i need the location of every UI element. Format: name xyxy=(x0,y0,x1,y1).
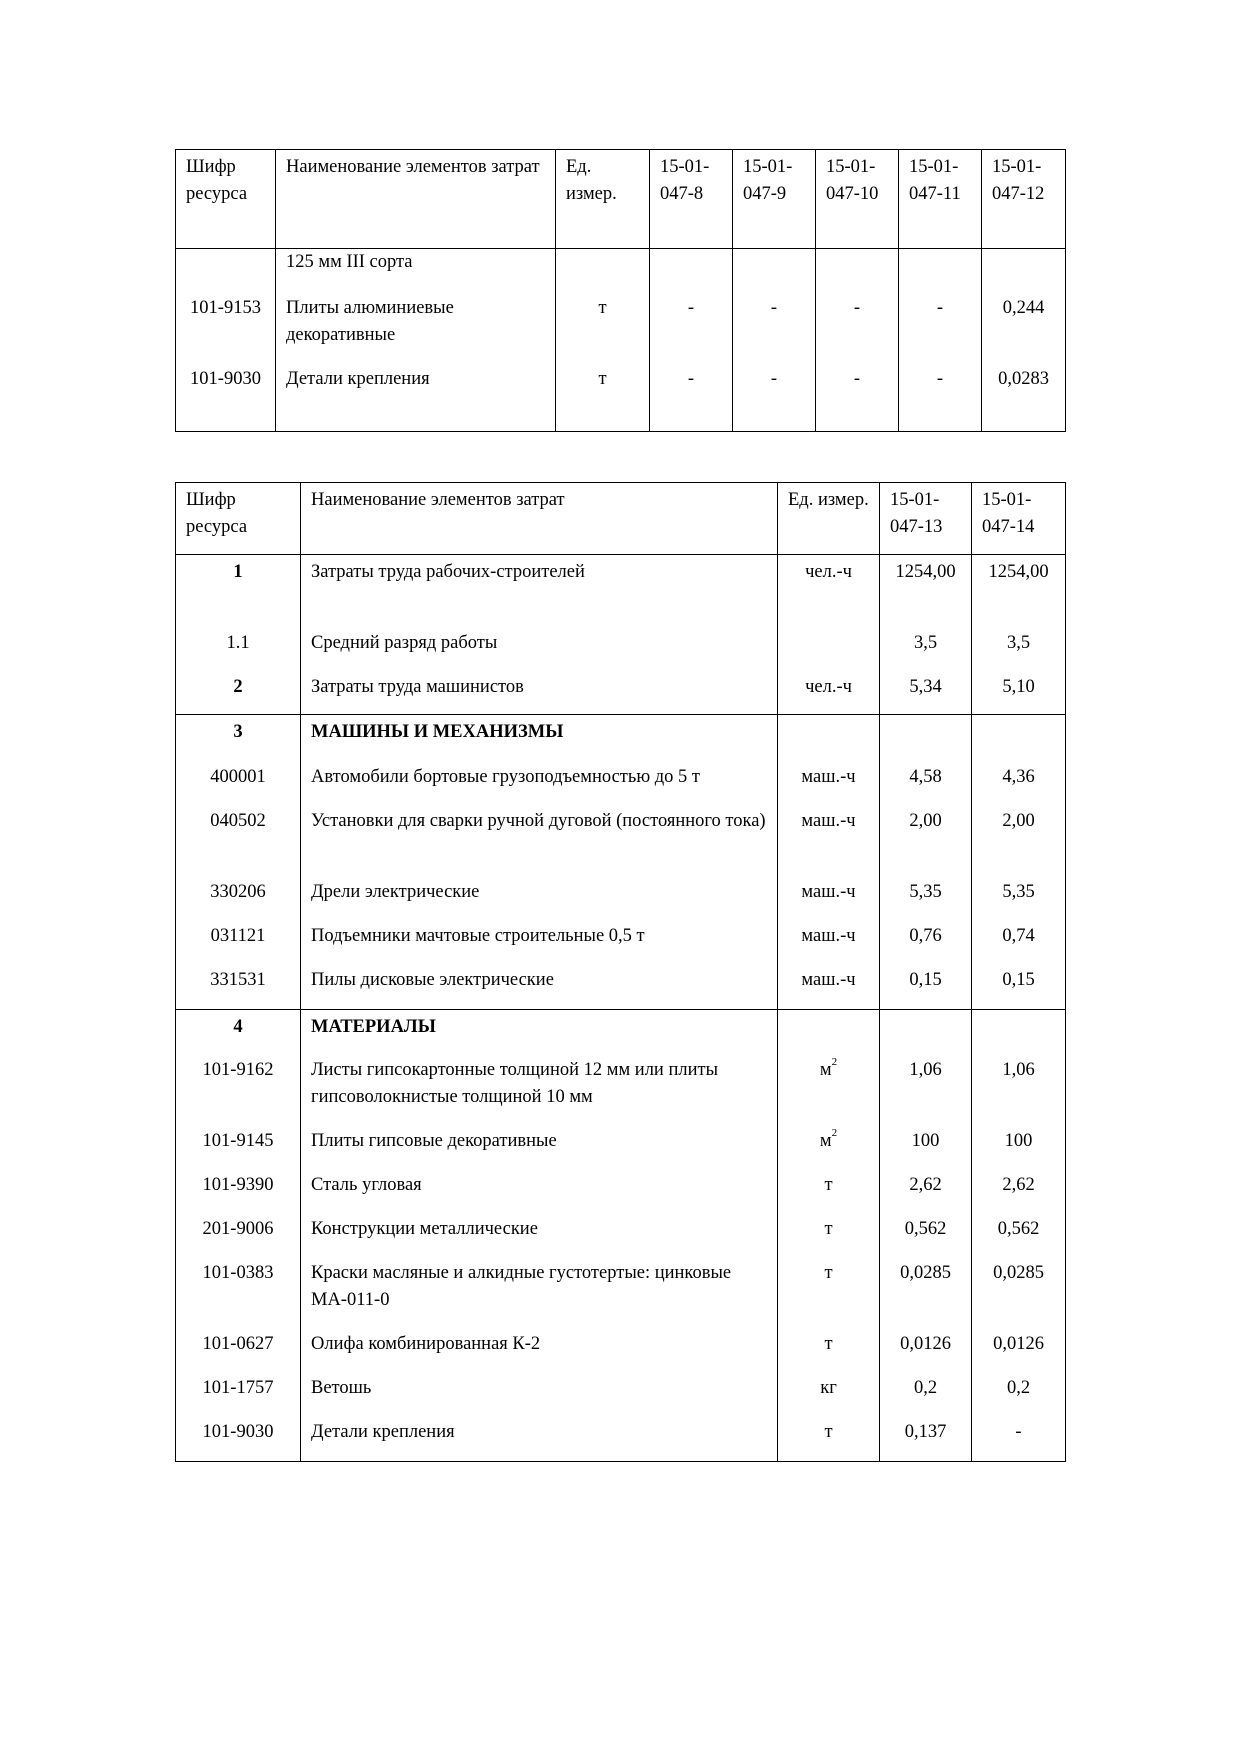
table-row xyxy=(176,626,1066,670)
header-col: 15-01-047-11 xyxy=(899,150,982,249)
section-title: МАТЕРИАЛЫ xyxy=(301,1010,778,1053)
cell-value: 0,0126 xyxy=(880,1327,972,1371)
cell-value: 5,35 xyxy=(880,875,972,919)
cell-code: 2 xyxy=(176,670,301,715)
table-header-row xyxy=(176,150,1066,249)
unit-superscript: 2 xyxy=(831,1056,838,1069)
cell-value: 100 xyxy=(880,1124,972,1168)
cell-name: Детали крепления xyxy=(276,362,556,432)
cell-value xyxy=(972,715,1066,760)
cell-value: 0,74 xyxy=(972,919,1066,963)
cell-unit xyxy=(556,249,650,291)
cell-value xyxy=(899,249,982,291)
cell-name: Затраты труда машинистов xyxy=(301,670,778,715)
header-name: Наименование элементов затрат xyxy=(276,150,556,249)
header-unit: Ед. измер. xyxy=(778,483,880,555)
cell-value: 4,36 xyxy=(972,760,1066,804)
cell-name: Дрели электрические xyxy=(301,875,778,919)
cell-code: 040502 xyxy=(176,804,301,875)
table-row xyxy=(176,1327,1066,1371)
cell-code: 101-0627 xyxy=(176,1327,301,1371)
value-text: 1254,00 xyxy=(895,562,956,582)
cell-unit xyxy=(778,1124,880,1168)
cell-name: Средний разряд работы xyxy=(301,626,778,670)
table-row xyxy=(176,362,1066,432)
cell-name: Установки для сварки ручной дуговой (постоянного тока) xyxy=(301,804,778,875)
cell-value: 0,76 xyxy=(880,919,972,963)
header-col: 15-01-047-10 xyxy=(816,150,899,249)
cell-value: - xyxy=(899,291,982,362)
cell-name: Затраты труда рабочих-строителей xyxy=(301,555,778,626)
cell-value xyxy=(733,249,816,291)
cell-value xyxy=(816,249,899,291)
cell-code: 4 xyxy=(176,1010,301,1053)
cell-value: 0,0126 xyxy=(972,1327,1066,1371)
cell-value: 4,58 xyxy=(880,760,972,804)
cell-unit: чел.-ч xyxy=(778,555,880,626)
table-row xyxy=(176,1371,1066,1415)
cell-unit: маш.-ч xyxy=(778,963,880,1010)
cell-value: 5,35 xyxy=(972,875,1066,919)
cell-code: 101-9145 xyxy=(176,1124,301,1168)
cell-value: 0,562 xyxy=(880,1212,972,1256)
table-row xyxy=(176,963,1066,1010)
cell-unit: маш.-ч xyxy=(778,804,880,875)
header-code: Шифр ресурса xyxy=(176,483,301,555)
cell-value: - xyxy=(733,291,816,362)
cell-value: 1,06 xyxy=(972,1053,1066,1124)
cell-value: 0,562 xyxy=(972,1212,1066,1256)
cell-value: 5,10 xyxy=(972,670,1066,715)
cell-value: 0,2 xyxy=(972,1371,1066,1415)
cell-code: 400001 xyxy=(176,760,301,804)
cell-unit: т xyxy=(556,362,650,432)
table-row xyxy=(176,1124,1066,1168)
cell-unit: т xyxy=(778,1415,880,1462)
cell-value: 2,62 xyxy=(880,1168,972,1212)
cell-value: 3,5 xyxy=(972,626,1066,670)
cell-value: 2,62 xyxy=(972,1168,1066,1212)
cell-unit: маш.-ч xyxy=(778,919,880,963)
header-col: 15-01-047-8 xyxy=(650,150,733,249)
cell-value: 0,244 xyxy=(982,291,1066,362)
cell-value xyxy=(880,1010,972,1053)
cell-unit xyxy=(778,626,880,670)
table-row xyxy=(176,249,1066,291)
cell-unit: т xyxy=(556,291,650,362)
cell-code: 101-9030 xyxy=(176,1415,301,1462)
cell-value xyxy=(650,249,733,291)
cell-code: 101-1757 xyxy=(176,1371,301,1415)
table-row xyxy=(176,1168,1066,1212)
resource-table-1 xyxy=(175,149,1066,432)
cell-value: 0,2 xyxy=(880,1371,972,1415)
section-header-row xyxy=(176,1010,1066,1053)
cell-code: 1 xyxy=(176,555,301,626)
unit-text: м xyxy=(819,1130,832,1151)
header-col: 15-01-047-9 xyxy=(733,150,816,249)
table-row xyxy=(176,804,1066,875)
cell-value: 0,15 xyxy=(880,963,972,1010)
table-row xyxy=(176,291,1066,362)
cell-unit: чел.-ч xyxy=(778,670,880,715)
section-header-row xyxy=(176,715,1066,760)
cell-value xyxy=(880,555,972,626)
cell-name: Автомобили бортовые грузоподъемностью до 5 т xyxy=(301,760,778,804)
cell-value: - xyxy=(899,362,982,432)
table-row xyxy=(176,1256,1066,1327)
cell-unit: маш.-ч xyxy=(778,875,880,919)
cell-value: - xyxy=(972,1415,1066,1462)
cell-code: 101-9153 xyxy=(176,291,276,362)
cell-value: - xyxy=(816,362,899,432)
header-unit: Ед. измер. xyxy=(556,150,650,249)
cell-value: - xyxy=(650,362,733,432)
cell-name: Конструкции металлические xyxy=(301,1212,778,1256)
cell-value xyxy=(880,715,972,760)
cell-name: Пилы дисковые электрические xyxy=(301,963,778,1010)
cell-code: 101-9162 xyxy=(176,1053,301,1124)
cell-unit: маш.-ч xyxy=(778,760,880,804)
cell-unit: т xyxy=(778,1168,880,1212)
cell-unit xyxy=(778,1010,880,1053)
cell-code: 101-9030 xyxy=(176,362,276,432)
table-row xyxy=(176,875,1066,919)
section-title: МАШИНЫ И МЕХАНИЗМЫ xyxy=(301,715,778,760)
cell-code: 330206 xyxy=(176,875,301,919)
cell-code: 3 xyxy=(176,715,301,760)
header-col: 15-01-047-14 xyxy=(972,483,1066,555)
table-row xyxy=(176,919,1066,963)
header-code: Шифр ресурса xyxy=(176,150,276,249)
cell-value: 0,15 xyxy=(972,963,1066,1010)
cell-unit: кг xyxy=(778,1371,880,1415)
cell-value xyxy=(972,1010,1066,1053)
cell-code: 331531 xyxy=(176,963,301,1010)
cell-code: 201-9006 xyxy=(176,1212,301,1256)
cell-value: 2,00 xyxy=(880,804,972,875)
cell-value: 1254,00 xyxy=(972,555,1066,626)
cell-name: Сталь угловая xyxy=(301,1168,778,1212)
cell-value: 0,0283 xyxy=(982,362,1066,432)
unit-superscript: 2 xyxy=(831,1127,838,1140)
table-row xyxy=(176,1053,1066,1124)
header-col: 15-01-047-12 xyxy=(982,150,1066,249)
unit-text: м xyxy=(819,1059,832,1080)
cell-value: 2,00 xyxy=(972,804,1066,875)
cell-name: 125 мм III сорта xyxy=(276,249,556,291)
cell-code: 1.1 xyxy=(176,626,301,670)
cell-value: 0,0285 xyxy=(880,1256,972,1327)
cell-value: - xyxy=(733,362,816,432)
table-row xyxy=(176,1415,1066,1462)
table-row xyxy=(176,1212,1066,1256)
cell-code: 031121 xyxy=(176,919,301,963)
cell-value: 1,06 xyxy=(880,1053,972,1124)
header-col: 15-01-047-13 xyxy=(880,483,972,555)
cell-unit: т xyxy=(778,1212,880,1256)
cell-unit xyxy=(778,1053,880,1124)
cell-value xyxy=(982,249,1066,291)
cell-value: 0,137 xyxy=(880,1415,972,1462)
table-header-row xyxy=(176,483,1066,555)
table-row xyxy=(176,760,1066,804)
cell-unit: т xyxy=(778,1256,880,1327)
cell-name: Ветошь xyxy=(301,1371,778,1415)
cell-value: - xyxy=(816,291,899,362)
cell-code: 101-9390 xyxy=(176,1168,301,1212)
cell-name: Краски масляные и алкидные густотертые: цинковые МА-011-0 xyxy=(301,1256,778,1327)
cell-value: 3,5 xyxy=(880,626,972,670)
resource-table-2 xyxy=(175,482,1066,1462)
cell-name: Детали крепления xyxy=(301,1415,778,1462)
cell-name: Плиты гипсовые декоративные xyxy=(301,1124,778,1168)
cell-unit: т xyxy=(778,1327,880,1371)
cell-unit xyxy=(778,715,880,760)
table-row xyxy=(176,555,1066,626)
cell-name: Листы гипсокартонные толщиной 12 мм или плиты гипсоволокнистые толщиной 10 мм xyxy=(301,1053,778,1124)
header-name: Наименование элементов затрат xyxy=(301,483,778,555)
cell-code: 101-0383 xyxy=(176,1256,301,1327)
cell-code xyxy=(176,249,276,291)
cell-name: Подъемники мачтовые строительные 0,5 т xyxy=(301,919,778,963)
cell-value: 100 xyxy=(972,1124,1066,1168)
cell-value: 0,0285 xyxy=(972,1256,1066,1327)
cell-name: Олифа комбинированная К-2 xyxy=(301,1327,778,1371)
cell-name: Плиты алюминиевые декоративные xyxy=(276,291,556,362)
table-row xyxy=(176,670,1066,715)
cell-value: 5,34 xyxy=(880,670,972,715)
cell-value: - xyxy=(650,291,733,362)
